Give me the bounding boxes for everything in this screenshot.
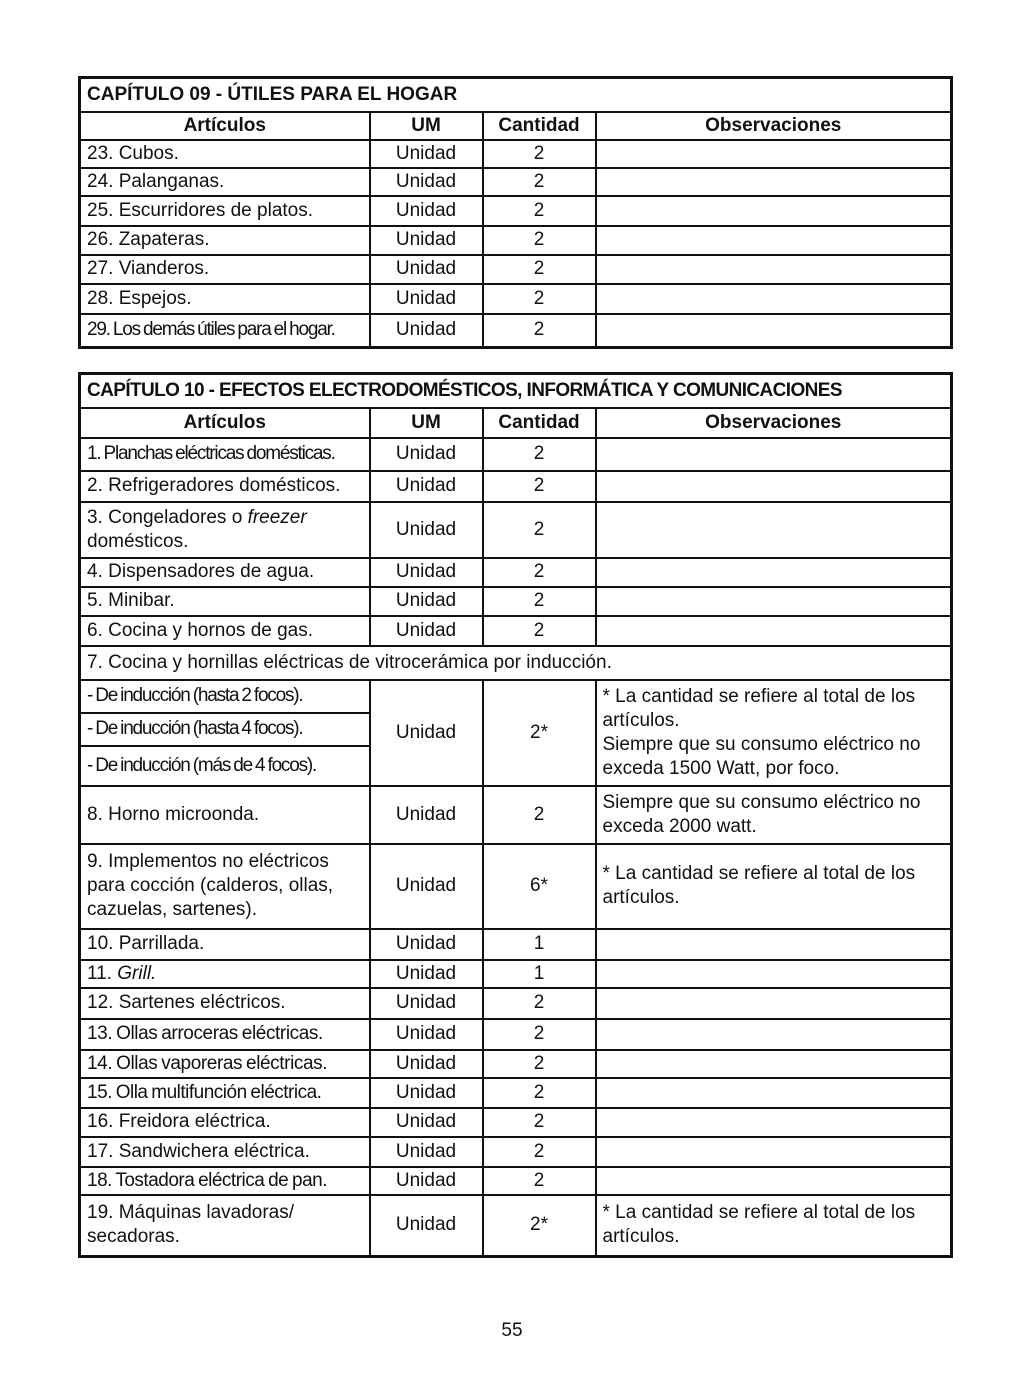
um-cell: Unidad [370,558,483,587]
header-observaciones: Observaciones [596,112,952,140]
table-row [80,1019,952,1050]
table-row [80,1078,952,1108]
qty-cell: 2 [483,1108,596,1137]
table-row [80,1050,952,1078]
item-7-title: 7. Cocina y hornillas eléctricas de vitrocerámica por inducción. [80,646,952,680]
table-row [80,587,952,616]
item-text-italic: freezer [247,506,307,528]
table-row [80,471,952,502]
um-cell: Unidad [370,255,483,284]
um-cell: Unidad [370,786,483,844]
obs-cell [596,558,952,587]
item-cell: 14. Ollas vaporeras eléctricas. [80,1050,370,1078]
table-row [80,680,952,713]
qty-cell: 2 [483,284,596,314]
obs-cell [596,680,952,786]
subitem-cell: - De inducción (hasta 2 focos). [80,680,370,713]
item-cell [80,502,370,558]
table-row [80,960,952,988]
um-cell: Unidad [370,438,483,471]
um-cell: Unidad [370,471,483,502]
um-cell: Unidad [370,680,483,786]
qty-cell: 2 [483,255,596,284]
table-row [80,1195,952,1257]
obs-cell [596,616,952,646]
table-row [80,929,952,960]
item-cell: 1. Planchas eléctricas domésticas. [80,438,370,471]
qty-cell: 2 [483,786,596,844]
obs-cell [596,471,952,502]
um-cell: Unidad [370,502,483,558]
qty-cell: 2 [483,1019,596,1050]
table-row [80,1167,952,1195]
qty-cell: 1 [483,929,596,960]
um-cell: Unidad [370,1019,483,1050]
um-cell: Unidad [370,140,483,168]
table-row [80,616,952,646]
obs-line: Siempre que su consumo eléctrico no exceda 1500 Watt, por foco. [602,733,921,779]
item-cell: 2. Refrigeradores domésticos. [80,471,370,502]
item-cell: 13. Ollas arroceras eléctricas. [80,1019,370,1050]
qty-cell: 2 [483,168,596,196]
um-cell: Unidad [370,196,483,226]
obs-cell [596,1167,952,1195]
um-cell: Unidad [370,1078,483,1108]
table-row [80,196,952,226]
qty-cell: 2 [483,1167,596,1195]
um-cell: Unidad [370,168,483,196]
item-text: domésticos. [87,530,189,552]
qty-cell: 2 [483,438,596,471]
obs-cell: * La cantidad se refiere al total de los artículos. [596,844,952,929]
header-um: UM [370,112,483,140]
page-number: 55 [501,1320,523,1341]
table-row [80,502,952,558]
um-cell: Unidad [370,284,483,314]
subitem-cell: - De inducción (hasta 4 focos). [80,713,370,746]
chapter-09-title: CAPÍTULO 09 - ÚTILES PARA EL HOGAR [80,78,952,112]
obs-cell [596,1108,952,1137]
chapter-09-header-row [80,112,952,140]
subitem-cell: - De inducción (más de 4 focos). [80,746,370,786]
chapter-10-header-row [80,408,952,438]
item-text: 11. [87,962,118,984]
item-cell: 4. Dispensadores de agua. [80,558,370,587]
item-cell: 5. Minibar. [80,587,370,616]
qty-cell: 2 [483,616,596,646]
obs-cell [596,1019,952,1050]
obs-cell [596,587,952,616]
obs-cell [596,168,952,196]
qty-cell: 2 [483,1137,596,1167]
item-cell: 8. Horno microonda. [80,786,370,844]
item-cell: 27. Vianderos. [80,255,370,284]
table-row [80,646,952,680]
table-row [80,1108,952,1137]
table-row [80,1137,952,1167]
qty-cell: 2 [483,587,596,616]
item-cell: 10. Parrillada. [80,929,370,960]
qty-cell: 2 [483,226,596,255]
table-row [80,226,952,255]
header-cantidad: Cantidad [483,112,596,140]
qty-cell: 2* [483,1195,596,1257]
table-row [80,140,952,168]
qty-cell: 2 [483,502,596,558]
header-cantidad: Cantidad [483,408,596,438]
chapter-10-table [78,372,953,1258]
um-cell: Unidad [370,1195,483,1257]
item-text-italic: Grill. [117,962,157,984]
um-cell: Unidad [370,226,483,255]
qty-cell: 2 [483,196,596,226]
item-text: 3. Congeladores o [87,506,248,528]
um-cell: Unidad [370,960,483,988]
obs-cell: * La cantidad se refiere al total de los artículos. [596,1195,952,1257]
chapter-09-table [78,76,953,349]
um-cell: Unidad [370,1137,483,1167]
obs-cell [596,1137,952,1167]
um-cell: Unidad [370,929,483,960]
qty-cell: 2 [483,140,596,168]
table-row [80,255,952,284]
qty-cell: 2 [483,1050,596,1078]
item-cell: 12. Sartenes eléctricos. [80,988,370,1019]
obs-cell [596,284,952,314]
um-cell: Unidad [370,988,483,1019]
table-row [80,786,952,844]
header-um: UM [370,408,483,438]
obs-cell [596,1078,952,1108]
obs-cell [596,1050,952,1078]
obs-cell: Siempre que su consumo eléctrico no exceda 2000 watt. [596,786,952,844]
table-row [80,284,952,314]
um-cell: Unidad [370,587,483,616]
um-cell: Unidad [370,844,483,929]
qty-cell: 2* [483,680,596,786]
chapter-10-title: CAPÍTULO 10 - EFECTOS ELECTRODOMÉSTICOS, INFORMÁTICA Y COMUNICACIONES [80,374,952,408]
obs-cell [596,314,952,348]
table-row [80,314,952,348]
qty-cell: 2 [483,314,596,348]
um-cell: Unidad [370,314,483,348]
item-cell: 6. Cocina y hornos de gas. [80,616,370,646]
item-cell: 25. Escurridores de platos. [80,196,370,226]
qty-cell: 1 [483,960,596,988]
item-cell: 19. Máquinas lavadoras/ secadoras. [80,1195,370,1257]
um-cell: Unidad [370,616,483,646]
obs-cell [596,929,952,960]
header-articulos: Artículos [80,112,370,140]
item-cell [80,960,370,988]
header-articulos: Artículos [80,408,370,438]
table-row [80,438,952,471]
um-cell: Unidad [370,1108,483,1137]
obs-cell [596,196,952,226]
obs-cell [596,988,952,1019]
item-cell: 16. Freidora eléctrica. [80,1108,370,1137]
obs-cell [596,502,952,558]
item-cell: 9. Implementos no eléctricos para cocción (calderos, ollas, cazuelas, sartenes). [80,844,370,929]
item-cell: 29. Los demás útiles para el hogar. [80,314,370,348]
um-cell: Unidad [370,1167,483,1195]
header-observaciones: Observaciones [596,408,952,438]
obs-cell [596,960,952,988]
obs-cell [596,255,952,284]
item-cell: 23. Cubos. [80,140,370,168]
item-cell: 15. Olla multifunción eléctrica. [80,1078,370,1108]
item-cell: 26. Zapateras. [80,226,370,255]
qty-cell: 2 [483,1078,596,1108]
obs-cell [596,226,952,255]
table-row [80,558,952,587]
qty-cell: 6* [483,844,596,929]
item-cell: 28. Espejos. [80,284,370,314]
table-row [80,844,952,929]
item-cell: 18. Tostadora eléctrica de pan. [80,1167,370,1195]
qty-cell: 2 [483,988,596,1019]
qty-cell: 2 [483,471,596,502]
item-cell: 24. Palanganas. [80,168,370,196]
qty-cell: 2 [483,558,596,587]
table-row [80,988,952,1019]
um-cell: Unidad [370,1050,483,1078]
obs-cell [596,438,952,471]
item-cell: 17. Sandwichera eléctrica. [80,1137,370,1167]
obs-cell [596,140,952,168]
obs-line: * La cantidad se refiere al total de los artículos. [602,685,916,731]
table-row [80,168,952,196]
